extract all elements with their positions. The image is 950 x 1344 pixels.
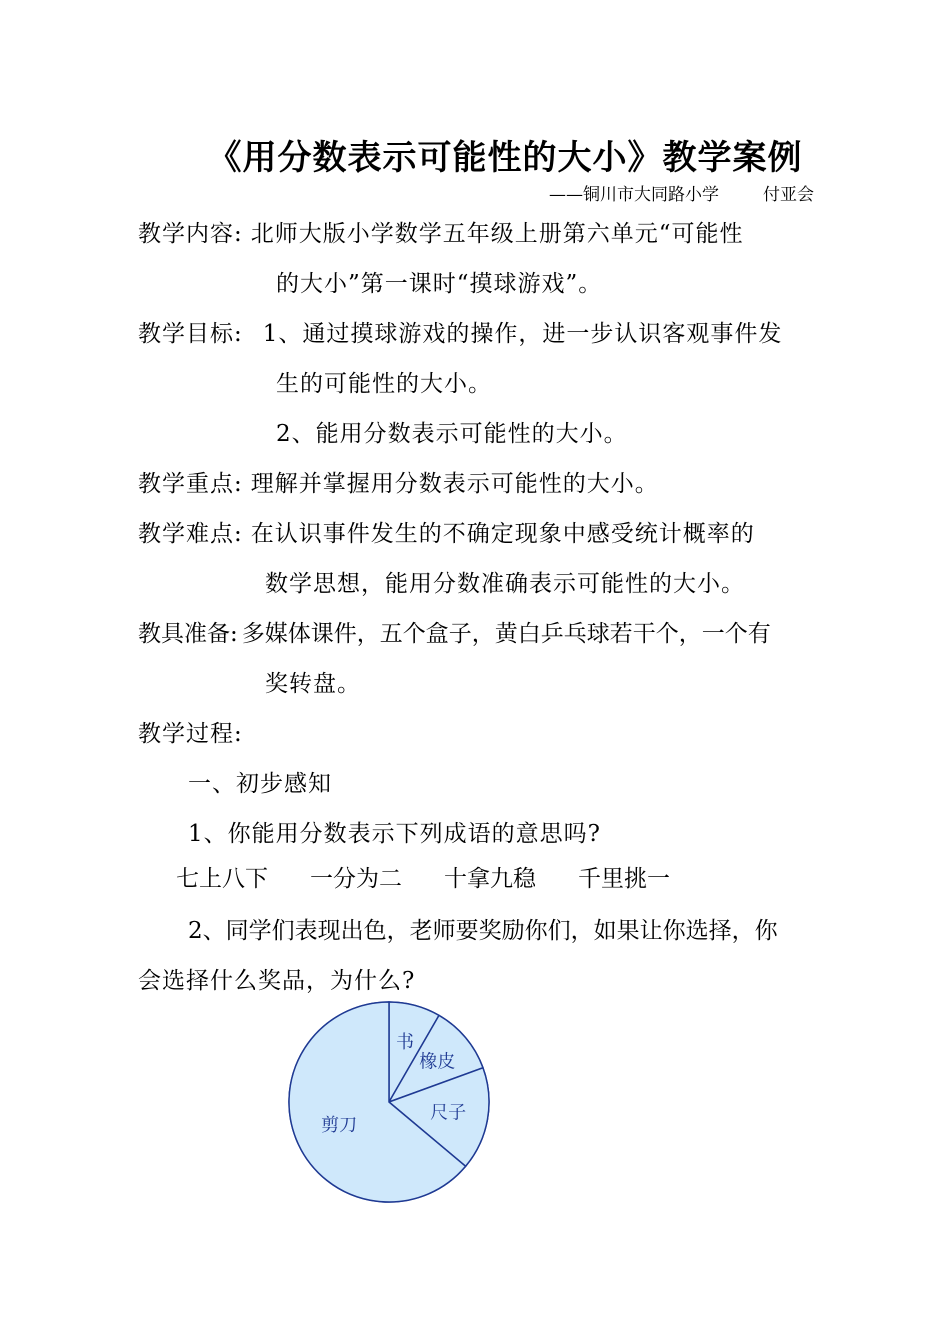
- key-label: 教学重点:: [138, 471, 243, 497]
- content-line-2: 的大小”第一课时“摸球游戏”。: [276, 271, 603, 297]
- pie-slice-label: 书: [396, 1032, 415, 1054]
- question-2-line-2: 会选择什么奖品，为什么?: [138, 968, 416, 994]
- pie-slice-label: 剪刀: [321, 1115, 358, 1137]
- difficulty-text-1: 在认识事件发生的不确定现象中感受统计概率的: [250, 521, 755, 547]
- idiom-item: 十拿九稳: [444, 866, 536, 892]
- byline-author: 付亚会: [763, 185, 814, 205]
- pie-slice-label: 橡皮: [419, 1051, 456, 1073]
- idiom-item: 千里挑一: [578, 866, 670, 892]
- content-text-1: 北师大版小学数学五年级上册第六单元“可能性: [250, 221, 744, 247]
- goal1-text-2: 生的可能性的大小。: [276, 371, 492, 397]
- question-1: 1、你能用分数表示下列成语的意思吗?: [188, 821, 601, 847]
- goal1-text-1: 1、通过摸球游戏的操作，进一步认识客观事件发: [262, 321, 783, 347]
- tools-text-1: 多媒体课件，五个盒子，黄白乒乓球若干个，一个有: [241, 621, 771, 647]
- byline-school: ——铜川市大同路小学: [549, 185, 719, 205]
- content-label: 教学内容:: [138, 221, 243, 247]
- difficulty-label: 教学难点:: [138, 521, 243, 547]
- goal-label: 教学目标:: [138, 321, 243, 347]
- key-text: 理解并掌握用分数表示可能性的大小。: [250, 471, 659, 497]
- section-1-heading: 一、初步感知: [188, 771, 332, 797]
- document-title: 《用分数表示可能性的大小》教学案例: [207, 138, 803, 178]
- question-2-line-1: 2、同学们表现出色，老师要奖励你们，如果让你选择，你: [188, 918, 778, 944]
- goal2-text: 2、能用分数表示可能性的大小。: [276, 421, 628, 447]
- process-label: 教学过程:: [138, 721, 243, 747]
- difficulty-text-2: 数学思想，能用分数准确表示可能性的大小。: [265, 571, 745, 597]
- idiom-item: 七上八下: [176, 866, 268, 892]
- idiom-item: 一分为二: [310, 866, 402, 892]
- pie-slice-label: 尺子: [430, 1102, 467, 1124]
- tools-label: 教具准备:: [138, 621, 238, 647]
- tools-text-2: 奖转盘。: [265, 671, 361, 697]
